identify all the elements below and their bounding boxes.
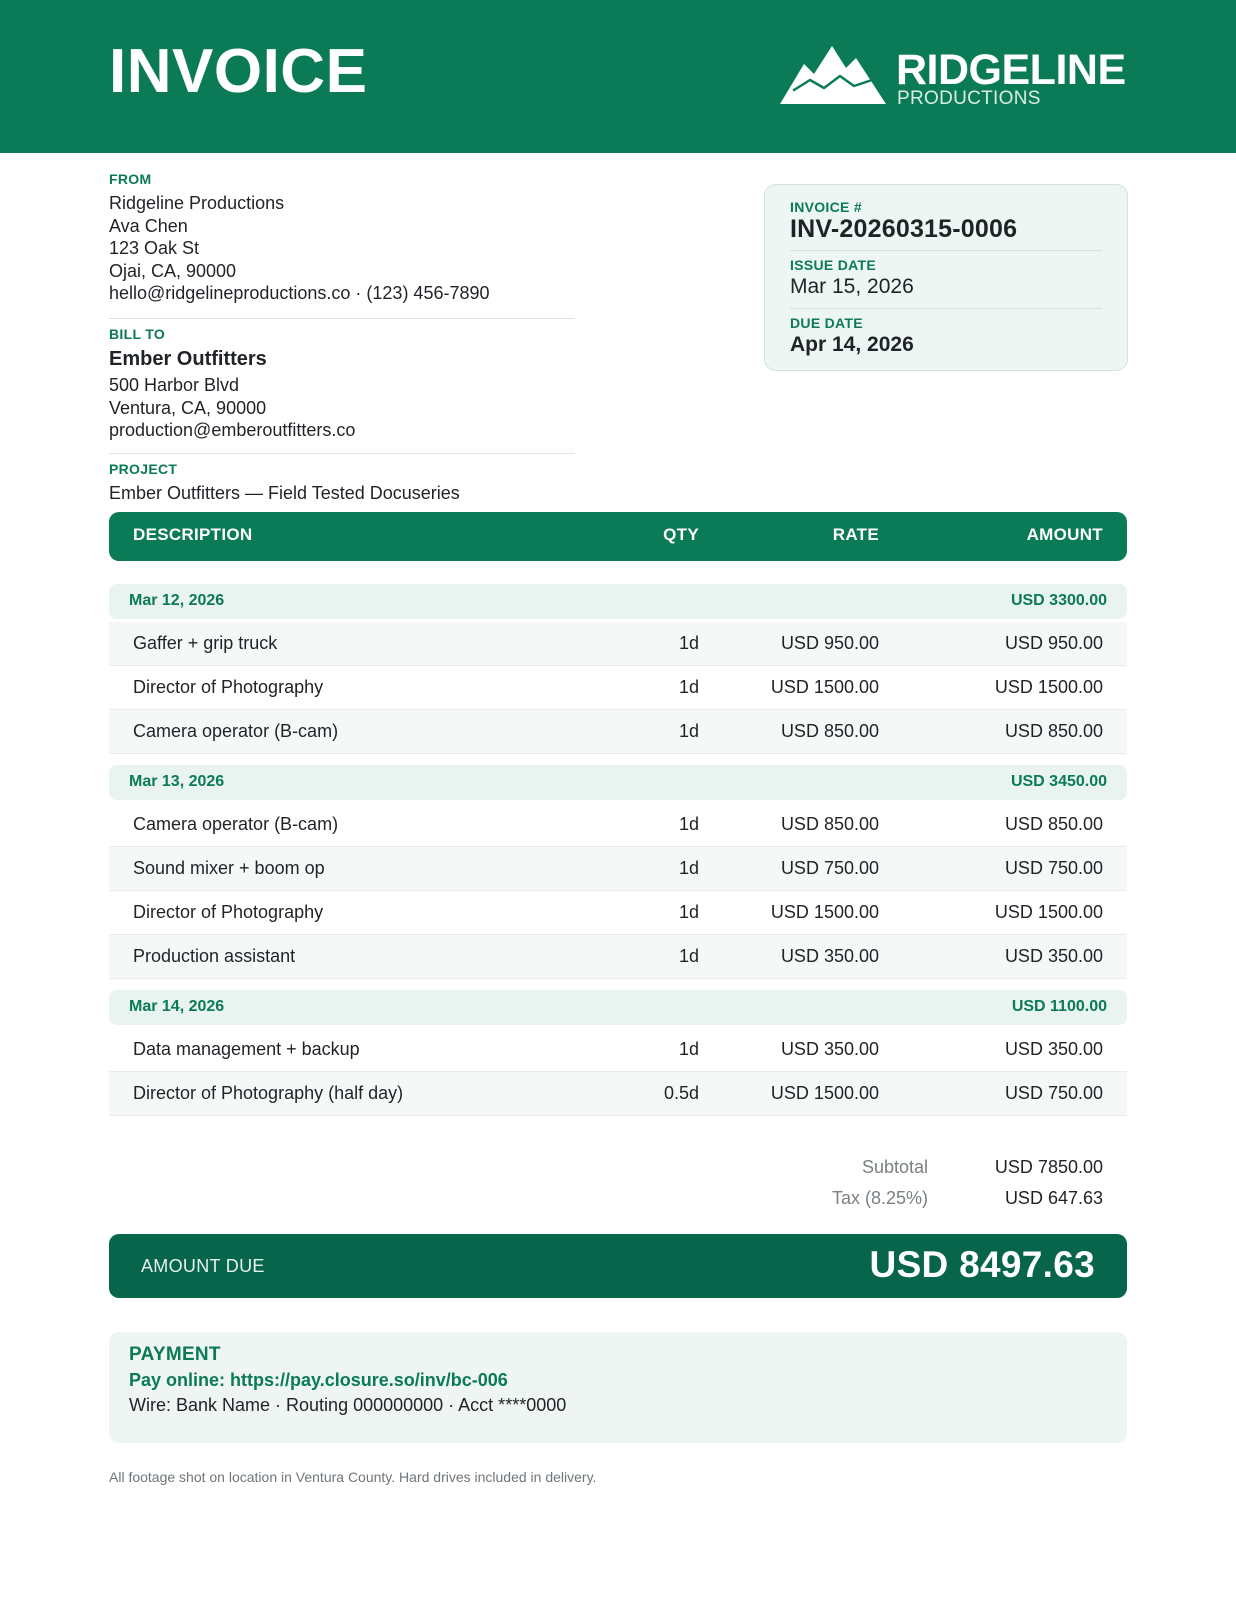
- subtotal-value: USD 7850.00: [994, 1157, 1103, 1177]
- item-rate: USD 750.00: [780, 858, 879, 878]
- item-qty: 1d: [678, 814, 699, 834]
- bill-to-label: BILL TO: [109, 326, 166, 342]
- item-qty: 1d: [678, 677, 699, 697]
- item-rate: USD 1500.00: [770, 677, 879, 697]
- item-amount: USD 950.00: [1004, 633, 1103, 653]
- totals-section: [700, 1157, 1103, 1219]
- footnote: All footage shot on location in Ventura County. Hard drives included in delivery.: [109, 1469, 597, 1485]
- payment-wire-details: Wire: Bank Name · Routing 000000000 · Acct ****0000: [129, 1395, 567, 1415]
- column-header-amount: AMOUNT: [1026, 525, 1103, 544]
- group-date: Mar 12, 2026: [129, 592, 225, 609]
- bill-to-client: Ember Outfitters: [109, 348, 267, 370]
- tax-value: USD 647.63: [1004, 1188, 1103, 1208]
- item-rate: USD 850.00: [780, 721, 879, 741]
- date-group-header: [109, 765, 1127, 800]
- item-amount: USD 1500.00: [994, 902, 1103, 922]
- logo-name: RIDGELINE: [896, 46, 1126, 94]
- table-row: [109, 622, 1127, 666]
- due-date-label: DUE DATE: [790, 315, 863, 331]
- issue-date: Mar 15, 2026: [790, 275, 914, 298]
- tax-row: [700, 1188, 1103, 1219]
- column-header-description: DESCRIPTION: [133, 525, 253, 544]
- from-label: FROM: [109, 171, 152, 187]
- table-row: [109, 710, 1127, 754]
- item-amount: USD 350.00: [1004, 946, 1103, 966]
- divider: [109, 318, 575, 319]
- payment-title: PAYMENT: [129, 1344, 221, 1365]
- group-total: USD 1100.00: [1011, 998, 1107, 1015]
- amount-due-bar: [109, 1234, 1127, 1298]
- due-date-block: [790, 315, 1102, 366]
- group-date: Mar 14, 2026: [129, 998, 225, 1015]
- item-description: Sound mixer + boom op: [133, 858, 325, 878]
- from-contact: hello@ridgelineproductions.co · (123) 456-7890: [109, 283, 490, 303]
- item-description: Camera operator (B-cam): [133, 814, 339, 834]
- item-description: Data management + backup: [133, 1039, 360, 1059]
- project-section: [109, 461, 709, 505]
- invoice-header: [0, 0, 1236, 153]
- item-qty: 1d: [678, 858, 699, 878]
- project-name: Ember Outfitters — Field Tested Docuseries: [109, 483, 460, 503]
- from-person: Ava Chen: [109, 215, 188, 236]
- bill-to-email: production@emberoutfitters.co: [109, 420, 356, 440]
- due-date: Apr 14, 2026: [790, 333, 914, 356]
- from-company: Ridgeline Productions: [109, 193, 285, 213]
- item-rate: USD 350.00: [780, 1039, 879, 1059]
- column-header-qty: QTY: [663, 525, 699, 544]
- item-description: Director of Photography (half day): [133, 1083, 404, 1103]
- invoice-title: INVOICE: [109, 37, 368, 106]
- table-row: [109, 1028, 1127, 1072]
- date-group-header: [109, 584, 1127, 619]
- spacer: [109, 979, 1127, 990]
- item-qty: 0.5d: [663, 1083, 699, 1103]
- bill-to-section: [109, 326, 575, 442]
- item-rate: USD 1500.00: [770, 902, 879, 922]
- company-logo: [780, 46, 1126, 112]
- item-qty: 1d: [678, 1039, 699, 1059]
- item-amount: USD 750.00: [1004, 858, 1103, 878]
- table-row: [109, 666, 1127, 710]
- logo-subtitle: PRODUCTIONS: [897, 88, 1041, 109]
- invoice-number-label: INVOICE #: [790, 199, 862, 215]
- issue-date-label: ISSUE DATE: [790, 257, 876, 273]
- from-street: 123 Oak St: [109, 238, 200, 258]
- invoice-number: INV-20260315-0006: [790, 215, 1018, 243]
- issue-date-block: [790, 257, 1102, 309]
- item-qty: 1d: [678, 902, 699, 922]
- table-row: [109, 935, 1127, 979]
- item-amount: USD 850.00: [1004, 814, 1103, 834]
- group-date: Mar 13, 2026: [129, 773, 225, 790]
- divider: [109, 453, 575, 454]
- item-rate: USD 850.00: [780, 814, 879, 834]
- table-header: [109, 512, 1127, 561]
- line-items: [109, 584, 1127, 1116]
- table-row: [109, 1072, 1127, 1116]
- group-total: USD 3450.00: [1010, 773, 1107, 790]
- item-description: Camera operator (B-cam): [133, 721, 339, 741]
- item-amount: USD 850.00: [1004, 721, 1103, 741]
- subtotal-row: [700, 1157, 1103, 1188]
- invoice-meta-card: [764, 184, 1128, 371]
- table-row: [109, 891, 1127, 935]
- item-qty: 1d: [678, 946, 699, 966]
- amount-due-label: AMOUNT DUE: [141, 1256, 265, 1276]
- invoice-number-block: [790, 199, 1102, 251]
- amount-due-value: USD 8497.63: [869, 1244, 1095, 1285]
- item-qty: 1d: [678, 721, 699, 741]
- column-header-rate: RATE: [832, 525, 879, 544]
- payment-online-link[interactable]: Pay online: https://pay.closure.so/inv/bc-006: [129, 1370, 508, 1390]
- table-row: [109, 803, 1127, 847]
- subtotal-label: Subtotal: [861, 1157, 928, 1177]
- mountain-icon: [780, 46, 886, 106]
- item-amount: USD 750.00: [1004, 1083, 1103, 1103]
- item-amount: USD 350.00: [1004, 1039, 1103, 1059]
- item-rate: USD 950.00: [780, 633, 879, 653]
- item-description: Director of Photography: [133, 902, 324, 922]
- bill-to-city: Ventura, CA, 90000: [109, 397, 267, 418]
- item-rate: USD 1500.00: [770, 1083, 879, 1103]
- item-qty: 1d: [678, 633, 699, 653]
- payment-section: [109, 1332, 1127, 1443]
- table-row: [109, 847, 1127, 891]
- item-amount: USD 1500.00: [994, 677, 1103, 697]
- item-rate: USD 350.00: [780, 946, 879, 966]
- from-city: Ojai, CA, 90000: [109, 260, 237, 281]
- spacer: [109, 754, 1127, 765]
- project-label: PROJECT: [109, 461, 178, 477]
- date-group-header: [109, 990, 1127, 1025]
- tax-label: Tax (8.25%): [831, 1188, 928, 1208]
- item-description: Gaffer + grip truck: [133, 633, 278, 653]
- bill-to-street: 500 Harbor Blvd: [109, 375, 240, 395]
- group-total: USD 3300.00: [1010, 592, 1107, 609]
- item-description: Production assistant: [133, 946, 296, 966]
- from-section: [109, 171, 575, 305]
- item-description: Director of Photography: [133, 677, 324, 697]
